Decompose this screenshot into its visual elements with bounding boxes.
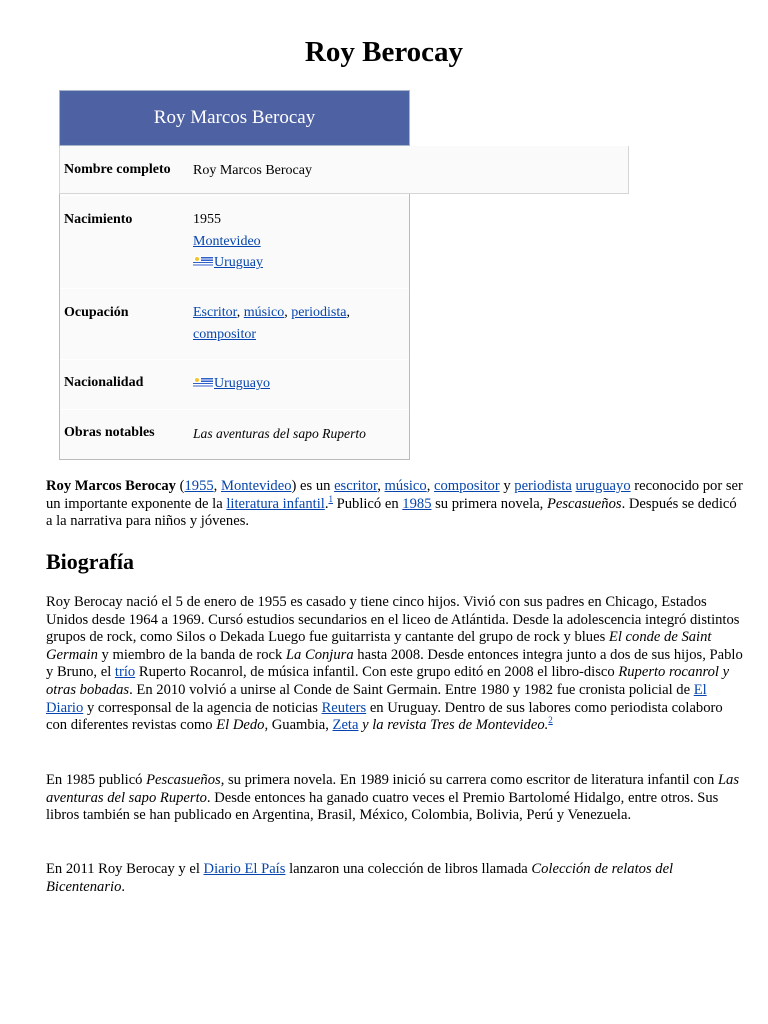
link-escritor[interactable]: escritor (334, 478, 378, 494)
text-run: Ruperto Rocanrol, de música infantil. Con este grupo editó en 2008 el libro-disco (135, 664, 619, 681)
text-run: lanzaron una colección de libros llamada (285, 861, 532, 877)
infobox-value-birth (193, 209, 263, 274)
infobox-value-full-name: Roy Marcos Berocay (193, 163, 312, 178)
reference-link-1[interactable]: 1 (328, 493, 333, 504)
title-pescasuenos: Pescasueños (546, 495, 622, 512)
link-uruguayo[interactable]: uruguayo (575, 478, 631, 494)
infobox-value-nationality (193, 373, 270, 395)
infobox-divider (60, 195, 409, 196)
work-title: Colección de relatos del Bicentenario (46, 861, 674, 895)
text-run: su primera novela, (431, 495, 547, 512)
link-diario-el-pais[interactable]: Diario El País (203, 861, 286, 877)
link-periodista[interactable]: periodista (514, 478, 572, 494)
link-trio[interactable]: trío (114, 664, 136, 681)
subject-name: Roy Marcos Berocay (46, 478, 176, 494)
uruguay-flag-icon (193, 256, 213, 267)
text-run: y corresponsal de la agencia de noticias (83, 699, 322, 716)
occupation-link-compositor[interactable]: compositor (193, 326, 256, 342)
infobox-header-title: Roy Marcos Berocay (63, 94, 406, 142)
link-literatura-infantil[interactable]: literatura infantil (226, 495, 325, 512)
link-musico[interactable]: músico (384, 478, 427, 494)
link-compositor[interactable]: compositor (434, 478, 500, 494)
text-run: . Después se dedicó a la narrativa para niños y jóvenes. (46, 495, 737, 530)
occupation-link-periodista[interactable]: periodista (291, 305, 347, 320)
infobox-divider (60, 359, 409, 360)
text-run: y (499, 478, 515, 494)
link-reuters[interactable]: Reuters (321, 699, 367, 716)
text-run: , su primera novela. En 1989 inició su carrera como escritor de literatura infantil con (220, 772, 718, 788)
link-el-diario[interactable]: El Diario (46, 681, 707, 716)
text-run: En 2011 Roy Berocay y el (46, 861, 204, 877)
occupation-link-musico[interactable]: músico (243, 305, 285, 320)
infobox-header (59, 90, 410, 146)
text-run: hasta 2008. Desde entonces integra junto a dos de sus hijos, Pablo y Bruno, el (46, 646, 743, 681)
link-montevideo[interactable]: Montevideo (220, 478, 292, 494)
infobox-label-full-name: Nombre completo (64, 162, 171, 177)
infobox-label-nationality: Nacionalidad (64, 375, 144, 390)
text-run: ) es un (291, 478, 335, 494)
bio-paragraph-1 (46, 594, 746, 735)
birth-country-link[interactable]: Uruguay (214, 255, 263, 270)
reference-link-2[interactable]: 2 (548, 715, 553, 726)
intro-paragraph: Roy Marcos Berocay (1955, Montevideo) es un escritor, músico, compositor y periodista uruguayo reconocido por ser un importante exponente de la literatura infantil.$^1$ Publicó en 1985 su primera novela, Pescasueños. Después se dedicó a la narrativa para niños y jóvenes. (46, 478, 743, 530)
work-title: Pescasueños (146, 772, 221, 788)
text-run: reconocido por ser un importante exponente de la (46, 478, 743, 512)
infobox-divider (60, 288, 409, 289)
infobox-value-occupation: Escritor, músico, periodista, compositor (193, 305, 350, 342)
infobox-label-occupation: Ocupación (64, 305, 129, 320)
work-title: Ruperto rocanrol y otras bobadas (46, 664, 730, 698)
bio-paragraph-3 (46, 861, 746, 896)
link-1985[interactable]: 1985 (402, 495, 432, 512)
text-run: y la revista Tres de Montevideo. (358, 717, 549, 734)
birth-city-link[interactable]: Montevideo (193, 233, 261, 249)
magazine-name: El Dedo (216, 717, 265, 734)
occupation-link-escritor[interactable]: Escritor (193, 305, 237, 320)
text-run: . (121, 878, 126, 895)
nationality-link[interactable]: Uruguayo (214, 376, 270, 391)
uruguay-flag-icon (193, 377, 213, 388)
birth-year: 1955 (193, 212, 221, 227)
infobox-divider (60, 409, 409, 410)
work-title: Las aventuras del sapo Ruperto (46, 772, 740, 806)
page-title: Roy Berocay (304, 36, 464, 68)
text-run: , Guambia, (264, 717, 333, 734)
bio-paragraph-2 (46, 772, 746, 825)
text-run: . En 2010 volvió a unirse al Conde de Saint Germain. Entre 1980 y 1982 fue cronista policial de (129, 681, 694, 698)
text-run: . Desde entonces ha ganado cuatro veces el Premio Bartolomé Hidalgo, entre otros. Sus libros también se han publicado en Argentina, Brasil, México, Colombia, Bolivia, Perú y Venezuela. (46, 789, 719, 824)
link-zeta[interactable]: Zeta (332, 717, 359, 734)
link-1955[interactable]: 1955 (184, 478, 214, 494)
text-run: En 1985 publicó (46, 772, 147, 788)
section-heading-biografia: Biografía (46, 549, 134, 574)
infobox-label-works: Obras notables (64, 425, 155, 440)
band-name: La Conjura (285, 646, 354, 663)
text-run: Roy Berocay nació el 5 de enero de 1955 es casado y tiene cinco hijos. Vivió con sus padres en Chicago, Estados Unidos desde 1964 a 1969. Cursó estudios secundarios en el liceo de Atlántida. Desde la adolescencia integró distintos grupos de rock, como Silos o Dekada Luego fue guitarrista y cantante del grupo de rock y blues (46, 594, 740, 646)
infobox-value-works: Las aventuras del sapo Ruperto (193, 426, 366, 441)
text-run: Publicó en (332, 495, 403, 512)
infobox-label-birth: Nacimiento (64, 212, 133, 227)
band-name: El conde de Saint Germain (46, 629, 712, 663)
text-run: en Uruguay. Dentro de sus labores como periodista colaboro con diferentes revistas como (46, 699, 723, 734)
text-run: y miembro de la banda de rock (97, 646, 286, 663)
